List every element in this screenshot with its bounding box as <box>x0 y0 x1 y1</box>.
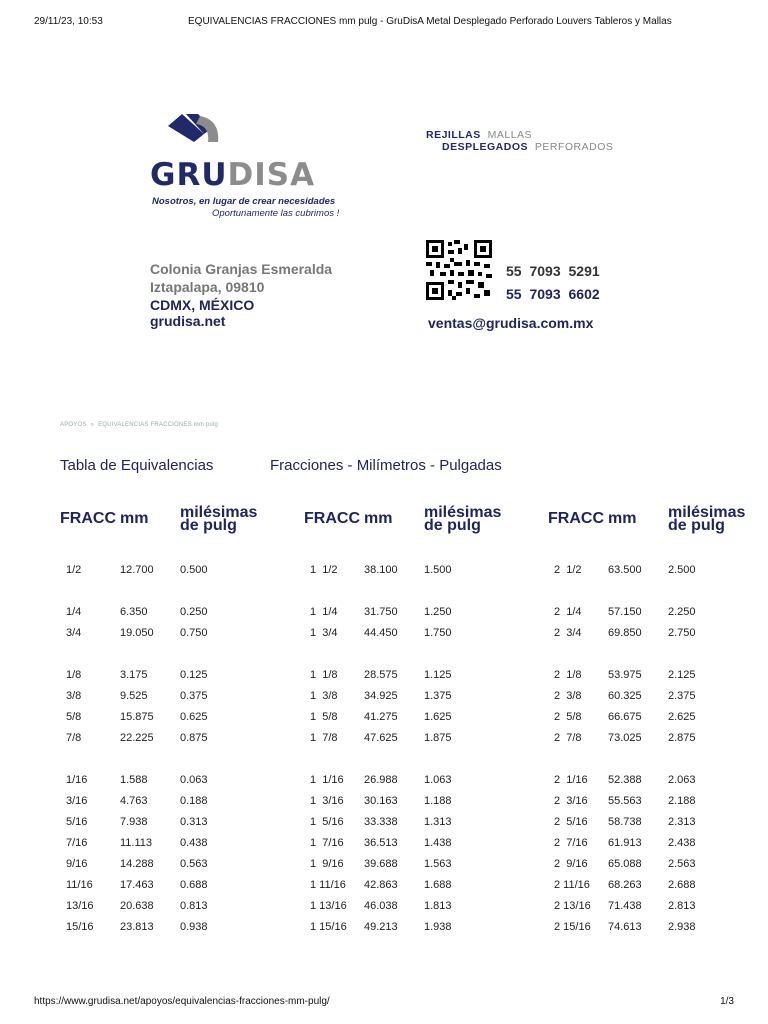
qr-code-icon <box>426 240 492 300</box>
cell-mm: 9.525 <box>120 690 148 702</box>
cell-fraction: 1/16 <box>66 774 88 786</box>
cell-mm: 31.750 <box>364 606 398 618</box>
cell-inches: 2.313 <box>668 816 696 828</box>
cell-inches: 2.125 <box>668 669 696 681</box>
cell-fraction: 3/8 <box>66 690 82 702</box>
cell-fraction: 1 3/16 <box>310 795 344 807</box>
address-block <box>150 260 332 314</box>
cell-mm: 39.688 <box>364 858 398 870</box>
cell-fraction: 3/4 <box>66 627 82 639</box>
cell-mm: 42.863 <box>364 879 398 891</box>
header-milesimas-line2: de pulg <box>668 517 725 534</box>
cell-inches: 1.438 <box>424 837 452 849</box>
header-milesimas-line1: milésimas <box>424 504 502 521</box>
cell-inches: 0.375 <box>180 690 208 702</box>
cell-mm: 61.913 <box>608 837 642 849</box>
header-mm: mm <box>120 510 149 527</box>
cell-mm: 74.613 <box>608 921 642 933</box>
cell-mm: 23.813 <box>120 921 154 933</box>
cell-inches: 1.688 <box>424 879 452 891</box>
grudisa-logo <box>150 112 350 222</box>
cell-mm: 63.500 <box>608 564 642 576</box>
cell-inches: 1.500 <box>424 564 452 576</box>
cell-fraction: 2 5/16 <box>554 816 588 828</box>
cell-inches: 0.563 <box>180 858 208 870</box>
cell-mm: 73.025 <box>608 732 642 744</box>
header-milesimas-line2: de pulg <box>424 517 481 534</box>
cell-inches: 1.313 <box>424 816 452 828</box>
cell-fraction: 1 1/4 <box>310 606 338 618</box>
header-milesimas-line1: milésimas <box>180 504 258 521</box>
cell-fraction: 1 7/16 <box>310 837 344 849</box>
cell-fraction: 1 5/16 <box>310 816 344 828</box>
cell-mm: 69.850 <box>608 627 642 639</box>
cell-fraction: 2 5/8 <box>554 711 582 723</box>
cell-fraction: 1 7/8 <box>310 732 338 744</box>
table-subtitle: Fracciones - Milímetros - Pulgadas <box>270 457 502 474</box>
header-fracc: FRACC <box>60 510 116 527</box>
cell-inches: 0.313 <box>180 816 208 828</box>
cell-inches: 0.125 <box>180 669 208 681</box>
cell-fraction: 1 1/8 <box>310 669 338 681</box>
phone-number-2[interactable]: 55 7093 6602 <box>506 286 600 302</box>
cell-inches: 2.438 <box>668 837 696 849</box>
cell-fraction: 1 3/4 <box>310 627 338 639</box>
cell-mm: 65.088 <box>608 858 642 870</box>
header-mm: mm <box>364 510 393 527</box>
page-number: 1/3 <box>720 996 734 1007</box>
cell-fraction: 1 5/8 <box>310 711 338 723</box>
table-title: Tabla de Equivalencias <box>60 457 214 474</box>
header-mm: mm <box>608 510 637 527</box>
cell-fraction: 2 15/16 <box>554 921 591 933</box>
cell-fraction: 3/16 <box>66 795 88 807</box>
cell-inches: 1.938 <box>424 921 452 933</box>
cell-mm: 15.875 <box>120 711 154 723</box>
cell-fraction: 1/8 <box>66 669 82 681</box>
cell-mm: 46.038 <box>364 900 398 912</box>
cell-mm: 68.263 <box>608 879 642 891</box>
cell-mm: 20.638 <box>120 900 154 912</box>
cell-inches: 1.563 <box>424 858 452 870</box>
logo-mark-icon <box>164 112 224 162</box>
cell-mm: 52.388 <box>608 774 642 786</box>
cell-fraction: 1/2 <box>66 564 82 576</box>
cell-inches: 0.750 <box>180 627 208 639</box>
cell-inches: 0.500 <box>180 564 208 576</box>
cell-inches: 0.938 <box>180 921 208 933</box>
cell-inches: 2.688 <box>668 879 696 891</box>
cell-fraction: 2 7/8 <box>554 732 582 744</box>
cell-fraction: 1 1/16 <box>310 774 344 786</box>
cell-inches: 1.063 <box>424 774 452 786</box>
cell-mm: 36.513 <box>364 837 398 849</box>
breadcrumb-apoyos[interactable]: APOYOS <box>60 422 87 428</box>
cell-fraction: 5/16 <box>66 816 88 828</box>
cell-mm: 14.288 <box>120 858 154 870</box>
address-line-3: CDMX, MÉXICO <box>150 297 255 313</box>
cell-fraction: 2 3/8 <box>554 690 582 702</box>
cell-inches: 2.813 <box>668 900 696 912</box>
header-milesimas-line1: milésimas <box>668 504 746 521</box>
header-fracc: FRACC <box>304 510 360 527</box>
cell-fraction: 2 11/16 <box>554 879 590 891</box>
cell-inches: 0.250 <box>180 606 208 618</box>
header-fracc: FRACC <box>548 510 604 527</box>
cell-inches: 2.063 <box>668 774 696 786</box>
cell-mm: 7.938 <box>120 816 148 828</box>
page-title: EQUIVALENCIAS FRACCIONES mm pulg - GruDisA Metal Desplegado Perforado Louvers Tableros y Mallas <box>188 16 672 27</box>
cell-mm: 17.463 <box>120 879 154 891</box>
tagline: REJILLAS MALLAS DESPLEGADOS PERFORADOS <box>426 129 614 153</box>
header-milesimas <box>180 506 257 532</box>
cell-inches: 2.188 <box>668 795 696 807</box>
phone-number-1[interactable]: 55 7093 5291 <box>506 263 600 279</box>
cell-mm: 3.175 <box>120 669 148 681</box>
cell-fraction: 1 13/16 <box>310 900 347 912</box>
cell-inches: 2.563 <box>668 858 696 870</box>
cell-mm: 33.338 <box>364 816 398 828</box>
cell-mm: 28.575 <box>364 669 398 681</box>
cell-mm: 44.450 <box>364 627 398 639</box>
cell-fraction: 7/8 <box>66 732 82 744</box>
cell-fraction: 1 3/8 <box>310 690 338 702</box>
cell-inches: 0.188 <box>180 795 208 807</box>
cell-inches: 1.875 <box>424 732 452 744</box>
cell-mm: 11.113 <box>120 837 153 849</box>
cell-fraction: 2 9/16 <box>554 858 588 870</box>
cell-mm: 58.738 <box>608 816 642 828</box>
cell-inches: 2.875 <box>668 732 696 744</box>
cell-fraction: 11/16 <box>66 879 93 891</box>
address-line-1: Colonia Granjas Esmeralda <box>150 261 333 277</box>
cell-mm: 12.700 <box>120 564 154 576</box>
cell-mm: 6.350 <box>120 606 148 618</box>
cell-mm: 66.675 <box>608 711 642 723</box>
cell-mm: 71.438 <box>608 900 642 912</box>
cell-inches: 1.625 <box>424 711 452 723</box>
cell-inches: 0.813 <box>180 900 208 912</box>
cell-inches: 2.938 <box>668 921 696 933</box>
cell-mm: 60.325 <box>608 690 642 702</box>
cell-mm: 22.225 <box>120 732 154 744</box>
website-link[interactable]: grudisa.net <box>150 313 226 329</box>
cell-inches: 2.500 <box>668 564 696 576</box>
cell-inches: 1.750 <box>424 627 452 639</box>
cell-fraction: 2 7/16 <box>554 837 588 849</box>
cell-mm: 26.988 <box>364 774 398 786</box>
cell-inches: 1.125 <box>424 669 452 681</box>
cell-mm: 55.563 <box>608 795 642 807</box>
breadcrumb-separator: » <box>90 422 95 428</box>
cell-fraction: 7/16 <box>66 837 88 849</box>
cell-fraction: 15/16 <box>66 921 94 933</box>
cell-inches: 2.250 <box>668 606 696 618</box>
print-date: 29/11/23, 10:53 <box>34 16 103 27</box>
cell-mm: 57.150 <box>608 606 642 618</box>
cell-fraction: 2 3/16 <box>554 795 588 807</box>
header-milesimas <box>424 506 501 532</box>
cell-fraction: 1 1/2 <box>310 564 338 576</box>
header-milesimas <box>668 506 745 532</box>
cell-inches: 2.625 <box>668 711 696 723</box>
cell-fraction: 1 9/16 <box>310 858 344 870</box>
logo-slogan-1: Nosotros, en lugar de crear necesidades <box>152 196 336 207</box>
cell-mm: 34.925 <box>364 690 398 702</box>
cell-inches: 1.250 <box>424 606 452 618</box>
cell-mm: 53.975 <box>608 669 642 681</box>
header-milesimas-line2: de pulg <box>180 517 237 534</box>
breadcrumb <box>60 422 222 428</box>
cell-mm: 41.275 <box>364 711 398 723</box>
cell-inches: 0.625 <box>180 711 208 723</box>
cell-inches: 2.750 <box>668 627 696 639</box>
cell-inches: 1.813 <box>424 900 452 912</box>
logo-slogan-2: Oportunamente las cubrimos ! <box>212 208 340 219</box>
cell-mm: 49.213 <box>364 921 398 933</box>
cell-inches: 0.438 <box>180 837 208 849</box>
cell-mm: 1.588 <box>120 774 148 786</box>
cell-fraction: 1 11/16 <box>310 879 346 891</box>
cell-fraction: 2 1/8 <box>554 669 582 681</box>
breadcrumb-current: EQUIVALENCIAS FRACCIONES mm pulg <box>98 422 219 428</box>
cell-fraction: 9/16 <box>66 858 88 870</box>
cell-mm: 38.100 <box>364 564 398 576</box>
cell-fraction: 2 1/4 <box>554 606 582 618</box>
email-link[interactable]: ventas@grudisa.com.mx <box>428 315 594 331</box>
logo-wordmark: GRUDISA <box>150 157 316 193</box>
cell-mm: 19.050 <box>120 627 154 639</box>
cell-mm: 30.163 <box>364 795 398 807</box>
cell-fraction: 13/16 <box>66 900 94 912</box>
cell-fraction: 1 15/16 <box>310 921 347 933</box>
cell-inches: 0.875 <box>180 732 208 744</box>
cell-inches: 0.063 <box>180 774 208 786</box>
cell-fraction: 2 1/16 <box>554 774 588 786</box>
cell-fraction: 1/4 <box>66 606 82 618</box>
page-url[interactable]: https://www.grudisa.net/apoyos/equivalencias-fracciones-mm-pulg/ <box>34 996 330 1007</box>
cell-fraction: 5/8 <box>66 711 82 723</box>
cell-mm: 47.625 <box>364 732 398 744</box>
cell-mm: 4.763 <box>120 795 148 807</box>
cell-inches: 2.375 <box>668 690 696 702</box>
cell-fraction: 2 3/4 <box>554 627 582 639</box>
cell-fraction: 2 1/2 <box>554 564 582 576</box>
address-line-2: Iztapalapa, 09810 <box>150 279 265 295</box>
cell-inches: 1.375 <box>424 690 452 702</box>
cell-fraction: 2 13/16 <box>554 900 591 912</box>
cell-inches: 1.188 <box>424 795 452 807</box>
cell-inches: 0.688 <box>180 879 208 891</box>
